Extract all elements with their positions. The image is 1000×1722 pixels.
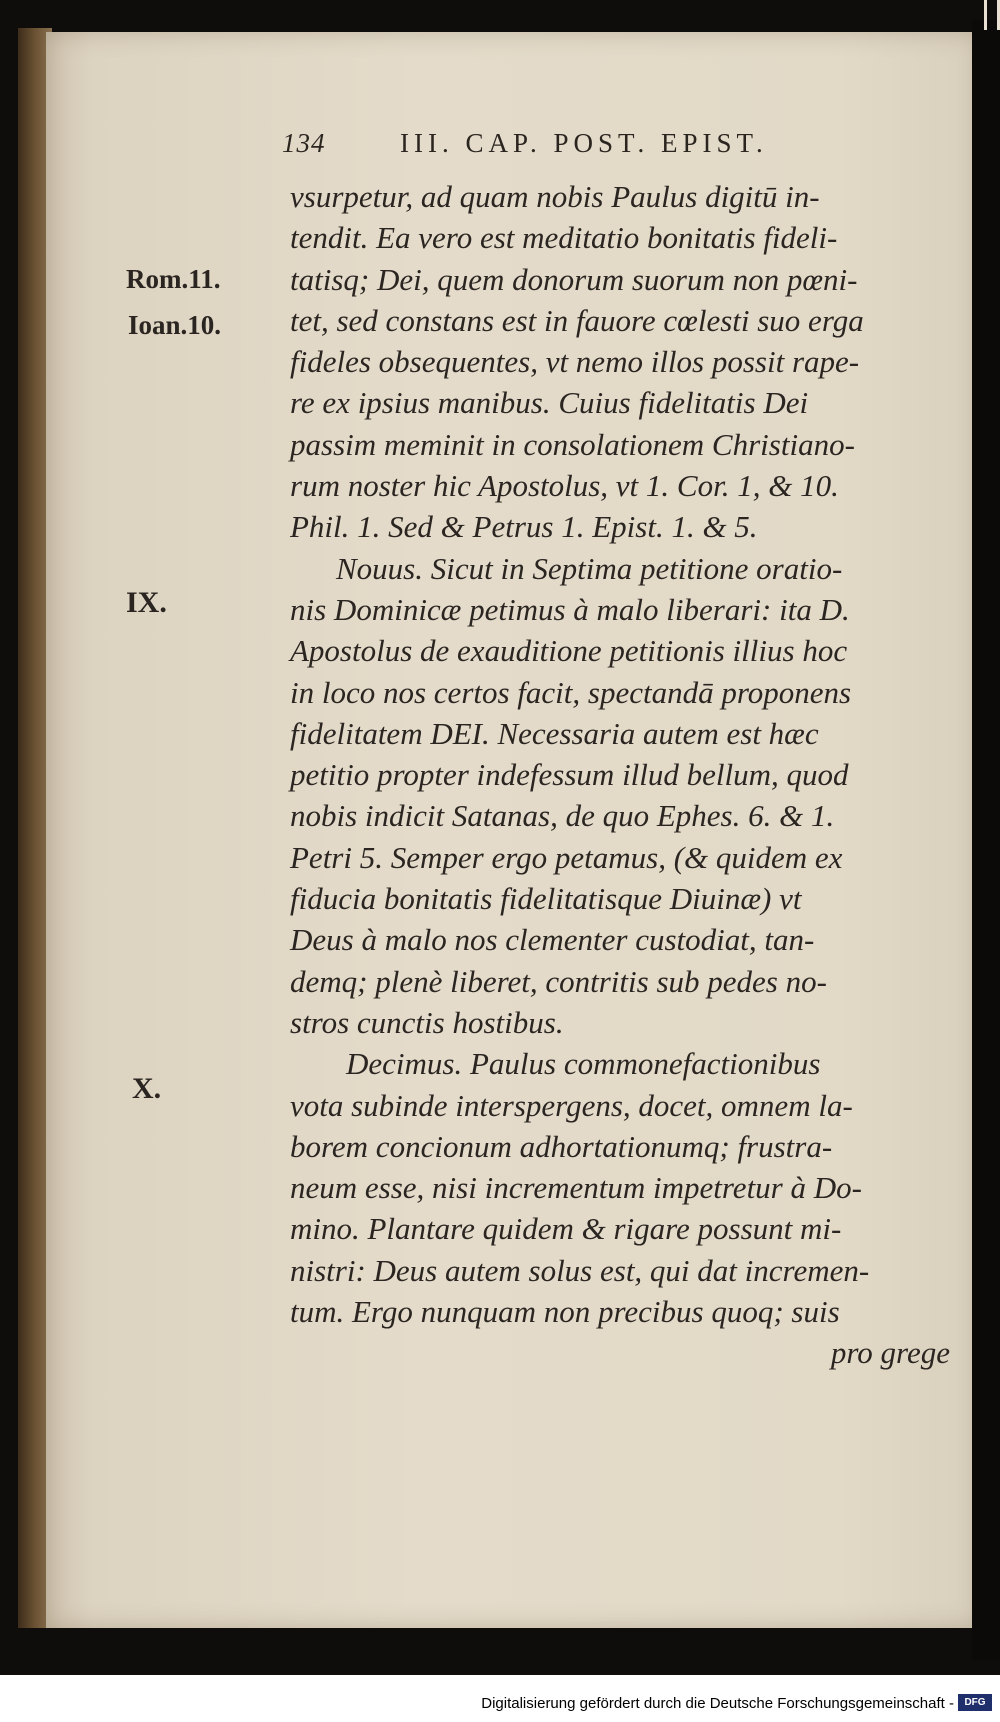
text-line: mino. Plantare quidem & rigare possunt mi-: [290, 1211, 842, 1247]
margin-note-romans: Rom.11.: [126, 264, 221, 294]
text-line: vsurpetur, ad quam nobis Paulus digitū in-: [290, 179, 820, 214]
text-line: rum noster hic Apostolus, vt 1. Cor. 1, & 10.: [290, 468, 839, 504]
page-marker: [984, 0, 1000, 30]
page-edge: [972, 20, 1000, 1660]
text-line: fidelitatem DEI. Necessaria autem est hæc: [290, 715, 819, 751]
text-line: re ex ipsius manibus. Cuius fidelitatis Dei: [290, 385, 809, 421]
text-line: tum. Ergo nunquam non precibus quoq; suis: [290, 1294, 840, 1330]
text-line: borem concionum adhortationumq; frustra-: [290, 1128, 833, 1164]
text-line: Deus à malo nos clementer custodiat, tan-: [290, 922, 815, 958]
text-line: fiducia bonitatis fidelitatisque Diuinæ) vt: [290, 881, 802, 917]
margin-note-ix: IX.: [126, 586, 167, 619]
text-line: nis Dominicæ petimus à malo liberari: ita D.: [290, 591, 850, 627]
text-line: Nouus. Sicut in Septima petitione oratio-: [336, 550, 843, 586]
text-line: Petri 5. Semper ergo petamus, (& quidem ex: [290, 839, 843, 875]
text-line: in loco nos certos facit, spectandā proponens: [290, 674, 852, 710]
catchword: pro grege: [830, 1335, 950, 1371]
running-head: III. CAP. POST. EPIST.: [400, 128, 768, 158]
text-line: vota subinde interspergens, docet, omnem la-: [290, 1087, 853, 1123]
text-line: petitio propter indefessum illud bellum, quod: [290, 757, 849, 793]
text-line: tatisq; Dei, quem donorum suorum non pœni-: [290, 261, 858, 297]
text-line: neum esse, nisi incrementum impetretur à Do-: [290, 1170, 862, 1206]
text-line: Phil. 1. Sed & Petrus 1. Epist. 1. & 5.: [290, 509, 758, 545]
text-line: demq; plenè liberet, contritis sub pedes no-: [290, 963, 827, 999]
page-header: [282, 128, 902, 168]
margin-note-ioannes: Ioan.10.: [128, 310, 222, 340]
dfg-logo: DFG: [958, 1694, 992, 1711]
text-line: fideles obsequentes, vt nemo illos possit rape-: [290, 344, 860, 380]
text-line: Decimus. Paulus commonefactionibus: [346, 1046, 821, 1082]
text-line: tet, sed constans est in fauore cœlesti suo erga: [290, 302, 864, 338]
text-line: Apostolus de exauditione petitionis illius hoc: [290, 633, 848, 669]
text-line: nistri: Deus autem solus est, qui dat incremen-: [290, 1252, 870, 1288]
margin-note-x: X.: [132, 1072, 162, 1105]
text-line: stros cunctis hostibus.: [290, 1004, 564, 1040]
page-number: 134: [282, 128, 326, 158]
funding-credit: Digitalisierung gefördert durch die Deutsche Forschungsgemeinschaft -: [481, 1695, 954, 1712]
main-text: [290, 176, 950, 1374]
text-line: tendit. Ea vero est meditatio bonitatis fideli-: [290, 220, 838, 256]
text-line: passim meminit in consolationem Christiano-: [290, 426, 855, 462]
text-line: nobis indicit Satanas, de quo Ephes. 6. & 1.: [290, 798, 835, 834]
footer-bar: [0, 1675, 1000, 1722]
